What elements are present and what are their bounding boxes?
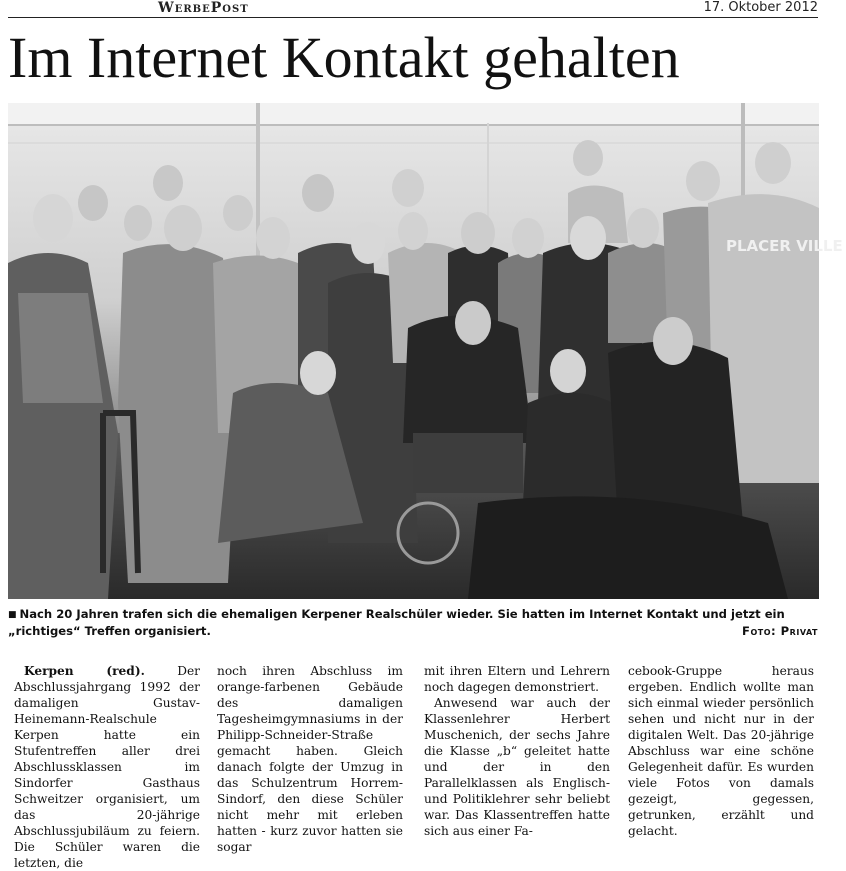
- article-column-4: [628, 663, 814, 839]
- article-col1-text: Der Abschlussjahrgang 1992 der damaligen Gustav-Heinemann-Realschule Kerpen hatte ein Stufentreffen aller drei Abschlussklassen im Sindorfer Gasthaus Schweitzer organisiert, um das 20-jährige Abschlussjubiläum zu feiern. Die Schüler waren die letzten, die: [14, 664, 201, 870]
- article-col3-para2: Anwesend war auch der Klassenlehrer Herbert Muschenich, der sechs Jahre die Klasse „b“ geleitet hatte und der in den Parallelklassen als Englisch- und Politiklehrer sehr beliebt war. Das Klassentreffen hatte sich aus einer Fa-: [424, 696, 610, 838]
- group-photo: [8, 103, 843, 599]
- article-col4-text: cebook-Gruppe heraus ergeben. Endlich wollte man sich einmal wieder persönlich sehen und nicht nur in der digitalen Welt. Das 20-jährige Abschluss war eine schöne Gelegenheit dafür. Es wurden viele Fotos von damals gezeigt, gegessen, getrunken, erzählt und gelacht.: [628, 664, 814, 838]
- caption-bullet: ■: [8, 610, 17, 620]
- group-photo-image: [8, 103, 843, 599]
- article-column-2: [217, 663, 403, 855]
- caption-text: Nach 20 Jahren trafen sich die ehemaligen Kerpener Realschüler wieder. Sie hatten im Internet Kontakt und jetzt ein „richtiges“ Treffen organisiert.: [8, 607, 785, 638]
- issue-date: 17. Oktober 2012: [703, 0, 818, 15]
- article-col3-para1: mit ihren Eltern und Lehrern noch dagegen demonstriert.: [424, 664, 610, 694]
- article-column-3: [424, 663, 610, 839]
- sweatshirt-text: PLACER VILLE: [726, 237, 843, 255]
- article-col2-text: noch ihren Abschluss im orange-farbenen Gebäude des damaligen Tagesheimgymnasiums in der Philipp-Schneider-Straße gemacht haben. Gleich danach folgte der Umzug in das Schulzentrum Horrem-Sindorf, den diese Schüler nicht mehr mit erleben hatten - kurz zuvor hatten sie sogar: [217, 664, 403, 854]
- article-column-1: [14, 663, 200, 871]
- photo-credit: Foto: Privat: [742, 624, 818, 638]
- masthead: [8, 0, 818, 18]
- article-headline: Im Internet Kontakt gehalten: [8, 25, 680, 90]
- article-dateline: Kerpen (red).: [24, 664, 145, 678]
- newspaper-name: WerbePost: [158, 0, 249, 16]
- photo-caption: [8, 606, 818, 639]
